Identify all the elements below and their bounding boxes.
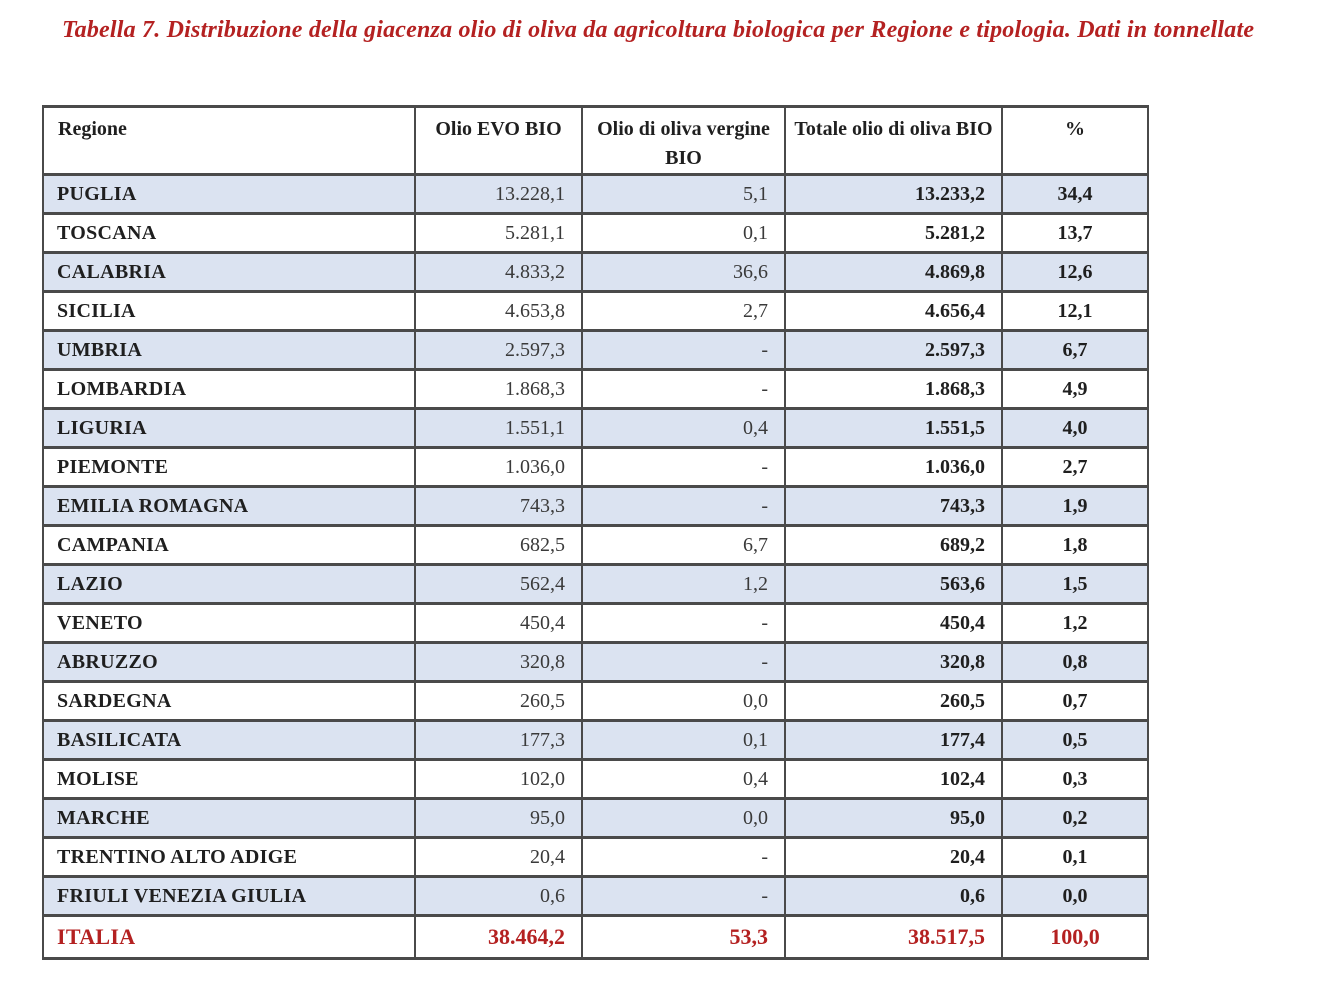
cell-vergine: 0,1 <box>582 721 785 760</box>
table-row <box>43 370 1148 409</box>
cell-evo: 450,4 <box>415 604 582 643</box>
cell-pct: 1,5 <box>1002 565 1148 604</box>
cell-vergine: 0,4 <box>582 760 785 799</box>
cell-vergine: 0,4 <box>582 409 785 448</box>
table-row <box>43 448 1148 487</box>
table-body <box>43 175 1148 959</box>
cell-totale: 38.517,5 <box>785 916 1002 959</box>
cell-totale: 95,0 <box>785 799 1002 838</box>
total-row <box>43 916 1148 959</box>
cell-region: CAMPANIA <box>43 526 415 565</box>
cell-vergine: - <box>582 331 785 370</box>
cell-vergine: 53,3 <box>582 916 785 959</box>
cell-pct: 1,9 <box>1002 487 1148 526</box>
cell-vergine: - <box>582 877 785 916</box>
cell-evo: 562,4 <box>415 565 582 604</box>
cell-pct: 0,2 <box>1002 799 1148 838</box>
table-row <box>43 487 1148 526</box>
cell-region: VENETO <box>43 604 415 643</box>
table-row <box>43 565 1148 604</box>
cell-pct: 0,3 <box>1002 760 1148 799</box>
header-row <box>43 107 1148 175</box>
cell-region: TRENTINO ALTO ADIGE <box>43 838 415 877</box>
cell-totale: 450,4 <box>785 604 1002 643</box>
cell-region: UMBRIA <box>43 331 415 370</box>
cell-region: LIGURIA <box>43 409 415 448</box>
cell-evo: 38.464,2 <box>415 916 582 959</box>
table-row <box>43 877 1148 916</box>
cell-pct: 0,5 <box>1002 721 1148 760</box>
table-row <box>43 214 1148 253</box>
cell-evo: 95,0 <box>415 799 582 838</box>
header-percent: % <box>1002 107 1148 175</box>
cell-evo: 2.597,3 <box>415 331 582 370</box>
cell-pct: 0,8 <box>1002 643 1148 682</box>
cell-totale: 102,4 <box>785 760 1002 799</box>
cell-vergine: 1,2 <box>582 565 785 604</box>
cell-pct: 1,2 <box>1002 604 1148 643</box>
cell-pct: 12,1 <box>1002 292 1148 331</box>
cell-region: ITALIA <box>43 916 415 959</box>
cell-pct: 0,1 <box>1002 838 1148 877</box>
table-header <box>43 107 1148 175</box>
cell-region: BASILICATA <box>43 721 415 760</box>
cell-vergine: 5,1 <box>582 175 785 214</box>
cell-region: PUGLIA <box>43 175 415 214</box>
table-row <box>43 643 1148 682</box>
cell-vergine: 0,0 <box>582 682 785 721</box>
cell-totale: 0,6 <box>785 877 1002 916</box>
cell-totale: 177,4 <box>785 721 1002 760</box>
cell-evo: 4.653,8 <box>415 292 582 331</box>
cell-evo: 743,3 <box>415 487 582 526</box>
cell-totale: 5.281,2 <box>785 214 1002 253</box>
cell-evo: 0,6 <box>415 877 582 916</box>
cell-pct: 34,4 <box>1002 175 1148 214</box>
cell-region: PIEMONTE <box>43 448 415 487</box>
cell-region: CALABRIA <box>43 253 415 292</box>
cell-pct: 4,0 <box>1002 409 1148 448</box>
cell-region: SARDEGNA <box>43 682 415 721</box>
giacenza-olio-bio-table <box>42 105 1149 960</box>
cell-evo: 1.036,0 <box>415 448 582 487</box>
table-row <box>43 682 1148 721</box>
header-olio-evo-bio: Olio EVO BIO <box>415 107 582 175</box>
cell-pct: 0,7 <box>1002 682 1148 721</box>
table-row <box>43 409 1148 448</box>
cell-pct: 6,7 <box>1002 331 1148 370</box>
cell-evo: 682,5 <box>415 526 582 565</box>
cell-vergine: 0,0 <box>582 799 785 838</box>
cell-vergine: - <box>582 604 785 643</box>
table-row <box>43 721 1148 760</box>
cell-vergine: 0,1 <box>582 214 785 253</box>
cell-totale: 689,2 <box>785 526 1002 565</box>
table-row <box>43 838 1148 877</box>
cell-evo: 260,5 <box>415 682 582 721</box>
table-caption: Tabella 7. Distribuzione della giacenza olio di oliva da agricoltura biologica per Regione e tipologia. Dati in tonnellate <box>62 17 1255 43</box>
cell-vergine: - <box>582 370 785 409</box>
cell-vergine: - <box>582 448 785 487</box>
cell-evo: 177,3 <box>415 721 582 760</box>
cell-vergine: - <box>582 838 785 877</box>
cell-region: ABRUZZO <box>43 643 415 682</box>
header-totale: Totale olio di oliva BIO <box>785 107 1002 175</box>
table-row <box>43 253 1148 292</box>
cell-region: EMILIA ROMAGNA <box>43 487 415 526</box>
cell-totale: 20,4 <box>785 838 1002 877</box>
table-row <box>43 526 1148 565</box>
cell-evo: 4.833,2 <box>415 253 582 292</box>
cell-evo: 20,4 <box>415 838 582 877</box>
cell-region: FRIULI VENEZIA GIULIA <box>43 877 415 916</box>
cell-evo: 13.228,1 <box>415 175 582 214</box>
cell-evo: 320,8 <box>415 643 582 682</box>
cell-vergine: 6,7 <box>582 526 785 565</box>
cell-totale: 1.868,3 <box>785 370 1002 409</box>
cell-pct: 12,6 <box>1002 253 1148 292</box>
cell-pct: 2,7 <box>1002 448 1148 487</box>
cell-pct: 100,0 <box>1002 916 1148 959</box>
cell-totale: 1.036,0 <box>785 448 1002 487</box>
cell-vergine: 36,6 <box>582 253 785 292</box>
table-row <box>43 175 1148 214</box>
table-row <box>43 331 1148 370</box>
header-regione: Regione <box>43 107 415 175</box>
cell-region: MOLISE <box>43 760 415 799</box>
cell-pct: 4,9 <box>1002 370 1148 409</box>
cell-pct: 1,8 <box>1002 526 1148 565</box>
cell-totale: 4.869,8 <box>785 253 1002 292</box>
cell-evo: 1.868,3 <box>415 370 582 409</box>
cell-totale: 320,8 <box>785 643 1002 682</box>
cell-evo: 5.281,1 <box>415 214 582 253</box>
cell-totale: 13.233,2 <box>785 175 1002 214</box>
cell-region: MARCHE <box>43 799 415 838</box>
cell-totale: 2.597,3 <box>785 331 1002 370</box>
table-row <box>43 604 1148 643</box>
table-row <box>43 760 1148 799</box>
table-row <box>43 292 1148 331</box>
cell-region: LOMBARDIA <box>43 370 415 409</box>
cell-region: LAZIO <box>43 565 415 604</box>
cell-pct: 13,7 <box>1002 214 1148 253</box>
cell-vergine: 2,7 <box>582 292 785 331</box>
cell-region: TOSCANA <box>43 214 415 253</box>
cell-totale: 260,5 <box>785 682 1002 721</box>
cell-totale: 743,3 <box>785 487 1002 526</box>
cell-region: SICILIA <box>43 292 415 331</box>
cell-evo: 1.551,1 <box>415 409 582 448</box>
cell-evo: 102,0 <box>415 760 582 799</box>
cell-pct: 0,0 <box>1002 877 1148 916</box>
cell-vergine: - <box>582 487 785 526</box>
cell-totale: 563,6 <box>785 565 1002 604</box>
header-olio-vergine: Olio di oliva vergine BIO <box>582 107 785 175</box>
cell-totale: 1.551,5 <box>785 409 1002 448</box>
cell-totale: 4.656,4 <box>785 292 1002 331</box>
cell-vergine: - <box>582 643 785 682</box>
table-row <box>43 799 1148 838</box>
